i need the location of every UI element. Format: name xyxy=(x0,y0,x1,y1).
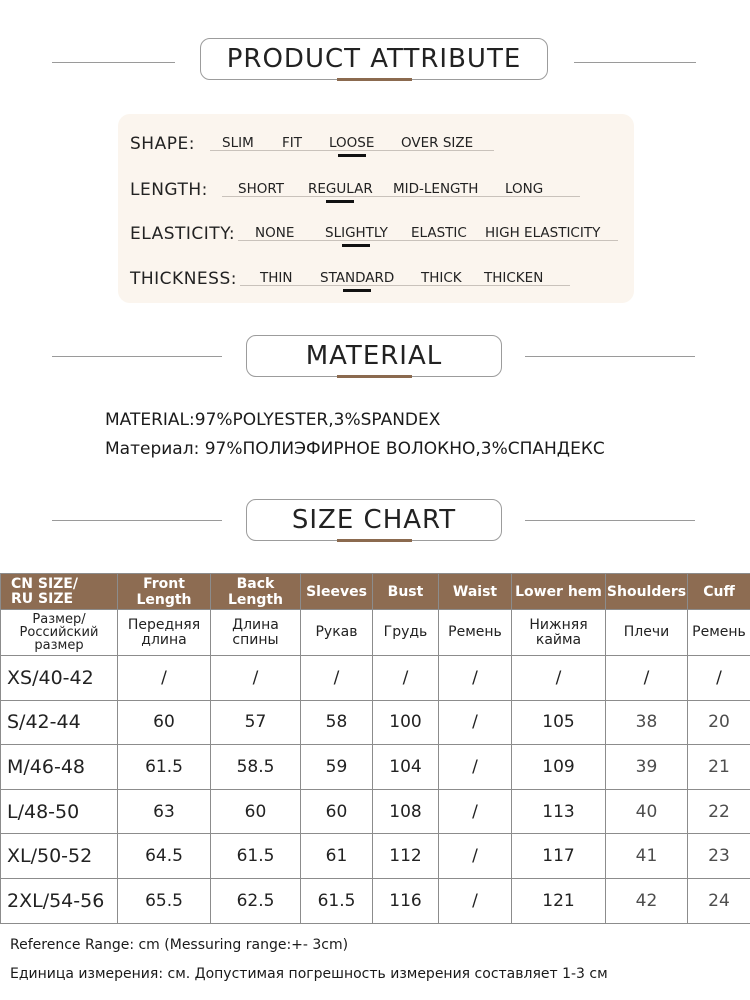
header-cell: Sleeves xyxy=(301,574,373,610)
ru-header-cell: Нижняя кайма xyxy=(512,610,606,656)
divider-line-left xyxy=(52,62,175,63)
measurement-cell: 121 xyxy=(512,878,606,923)
attribute-row-length xyxy=(118,168,634,208)
size-cell: XL/50-52 xyxy=(1,834,118,879)
table-row xyxy=(1,834,750,879)
divider-line-right xyxy=(525,356,695,357)
header-cell: Lower hem xyxy=(512,574,606,610)
attribute-row-thickness xyxy=(118,257,634,297)
size-cell: XS/40-42 xyxy=(1,656,118,701)
attribute-option: OVER SIZE xyxy=(401,135,474,151)
measurement-cell: 105 xyxy=(512,700,606,745)
attribute-option: THICK xyxy=(421,270,462,286)
measurement-cell: / xyxy=(211,656,301,701)
measurement-cell: 61.5 xyxy=(118,745,211,790)
ru-header-cell: Ремень xyxy=(439,610,512,656)
table-row xyxy=(1,878,750,923)
measurement-cell: 112 xyxy=(373,834,439,879)
size-cell: L/48-50 xyxy=(1,789,118,834)
selected-marker xyxy=(326,200,354,203)
measurement-cell: 58.5 xyxy=(211,745,301,790)
attribute-option: NONE xyxy=(255,225,295,241)
measurement-cell: 60 xyxy=(211,789,301,834)
header-cell: Cuff xyxy=(688,574,750,610)
header-cell-size: CN SIZE/ RU SIZE xyxy=(1,574,118,610)
attribute-option-selected: REGULAR xyxy=(308,181,373,197)
measurement-cell: / xyxy=(688,656,750,701)
header-cell: Bust xyxy=(373,574,439,610)
size-rows xyxy=(1,656,750,924)
size-cell: M/46-48 xyxy=(1,745,118,790)
measurement-cell: 64.5 xyxy=(118,834,211,879)
attribute-option: THIN xyxy=(260,270,293,286)
table-row xyxy=(1,789,750,834)
attribute-option: MID-LENGTH xyxy=(393,181,479,197)
selected-marker xyxy=(338,154,366,157)
attribute-row-elasticity xyxy=(118,212,634,252)
attribute-option-selected: LOOSE xyxy=(329,135,374,151)
title-accent xyxy=(337,539,412,542)
selected-marker xyxy=(342,244,370,247)
attribute-label: THICKNESS: xyxy=(130,269,237,289)
attribute-label: LENGTH: xyxy=(130,180,208,200)
divider-line-right xyxy=(525,520,695,521)
reference-range-ru: Единица измерения: см. Допустимая погрешность измерения составляет 1-3 см xyxy=(10,966,608,982)
measurement-cell: / xyxy=(373,656,439,701)
measurement-cell: 38 xyxy=(606,700,688,745)
attribute-label: ELASTICITY: xyxy=(130,224,236,244)
ru-header-cell: Длина спины xyxy=(211,610,301,656)
size-cell: 2XL/54-56 xyxy=(1,878,118,923)
measurement-cell: 61 xyxy=(301,834,373,879)
size-chart-table xyxy=(0,573,750,924)
ru-header-cell: Передняя длина xyxy=(118,610,211,656)
measurement-cell: 60 xyxy=(301,789,373,834)
material-header xyxy=(0,335,750,385)
measurement-cell: 62.5 xyxy=(211,878,301,923)
reference-range-en: Reference Range: cm (Messuring range:+- 3cm) xyxy=(10,937,349,953)
measurement-cell: 61.5 xyxy=(301,878,373,923)
attribute-option-selected: STANDARD xyxy=(320,270,394,286)
measurement-cell: 22 xyxy=(688,789,750,834)
attribute-option: LONG xyxy=(505,181,544,197)
header-cell: Front Length xyxy=(118,574,211,610)
measurement-cell: 108 xyxy=(373,789,439,834)
section-title: MATERIAL xyxy=(246,335,502,377)
measurement-cell: 60 xyxy=(118,700,211,745)
attribute-option-selected: SLIGHTLY xyxy=(325,225,388,241)
measurement-cell: / xyxy=(118,656,211,701)
measurement-cell: 109 xyxy=(512,745,606,790)
measurement-cell: / xyxy=(439,700,512,745)
measurement-cell: 100 xyxy=(373,700,439,745)
material-text-en: MATERIAL:97%POLYESTER,3%SPANDEX xyxy=(105,410,441,430)
attribute-option: THICKEN xyxy=(484,270,544,286)
measurement-cell: 39 xyxy=(606,745,688,790)
attribute-option: ELASTIC xyxy=(411,225,467,241)
measurement-cell: 23 xyxy=(688,834,750,879)
divider-line-left xyxy=(52,520,222,521)
measurement-cell: / xyxy=(439,878,512,923)
measurement-cell: 57 xyxy=(211,700,301,745)
measurement-cell: 21 xyxy=(688,745,750,790)
title-accent xyxy=(337,78,412,81)
attribute-option: SHORT xyxy=(238,181,284,197)
product-attribute-header xyxy=(0,38,750,88)
measurement-cell: 42 xyxy=(606,878,688,923)
header-cell: Waist xyxy=(439,574,512,610)
title-accent xyxy=(337,375,412,378)
measurement-cell: 65.5 xyxy=(118,878,211,923)
attribute-row-shape xyxy=(118,122,634,162)
measurement-cell: 41 xyxy=(606,834,688,879)
attribute-option: HIGH ELASTICITY xyxy=(485,225,601,241)
ru-header-cell: Ремень xyxy=(688,610,750,656)
measurement-cell: 40 xyxy=(606,789,688,834)
attribute-option: SLIM xyxy=(222,135,254,151)
measurement-cell: / xyxy=(301,656,373,701)
attribute-label: SHAPE: xyxy=(130,134,195,154)
section-title: SIZE CHART xyxy=(246,499,502,541)
section-title: PRODUCT ATTRIBUTE xyxy=(200,38,548,80)
material-text-ru: Материал: 97%ПОЛИЭФИРНОЕ ВОЛОКНО,3%СПАНДЕКС xyxy=(105,439,605,459)
measurement-cell: 58 xyxy=(301,700,373,745)
measurement-cell: 63 xyxy=(118,789,211,834)
measurement-cell: / xyxy=(439,745,512,790)
ru-header-cell: Рукав xyxy=(301,610,373,656)
selected-marker xyxy=(343,289,371,292)
measurement-cell: / xyxy=(439,834,512,879)
header-cell: Shoulders xyxy=(606,574,688,610)
measurement-cell: / xyxy=(512,656,606,701)
measurement-cell: 20 xyxy=(688,700,750,745)
measurement-cell: 104 xyxy=(373,745,439,790)
ru-header-cell: Плечи xyxy=(606,610,688,656)
size-cell: S/42-44 xyxy=(1,700,118,745)
table-row xyxy=(1,656,750,701)
measurement-cell: 113 xyxy=(512,789,606,834)
measurement-cell: 117 xyxy=(512,834,606,879)
measurement-cell: 24 xyxy=(688,878,750,923)
divider-line-left xyxy=(52,356,222,357)
table-row xyxy=(1,700,750,745)
measurement-cell: / xyxy=(439,789,512,834)
ru-header-cell: Грудь xyxy=(373,610,439,656)
table-ru-header-row xyxy=(1,610,750,656)
measurement-cell: 59 xyxy=(301,745,373,790)
ru-header-cell-size: Размер/ Российский размер xyxy=(1,610,118,656)
attribute-panel xyxy=(118,114,634,303)
header-cell: Back Length xyxy=(211,574,301,610)
size-chart-header xyxy=(0,499,750,549)
attribute-option: FIT xyxy=(282,135,302,151)
measurement-cell: / xyxy=(439,656,512,701)
divider-line-right xyxy=(574,62,696,63)
measurement-cell: / xyxy=(606,656,688,701)
measurement-cell: 116 xyxy=(373,878,439,923)
measurement-cell: 61.5 xyxy=(211,834,301,879)
table-header-row xyxy=(1,574,750,610)
table-row xyxy=(1,745,750,790)
